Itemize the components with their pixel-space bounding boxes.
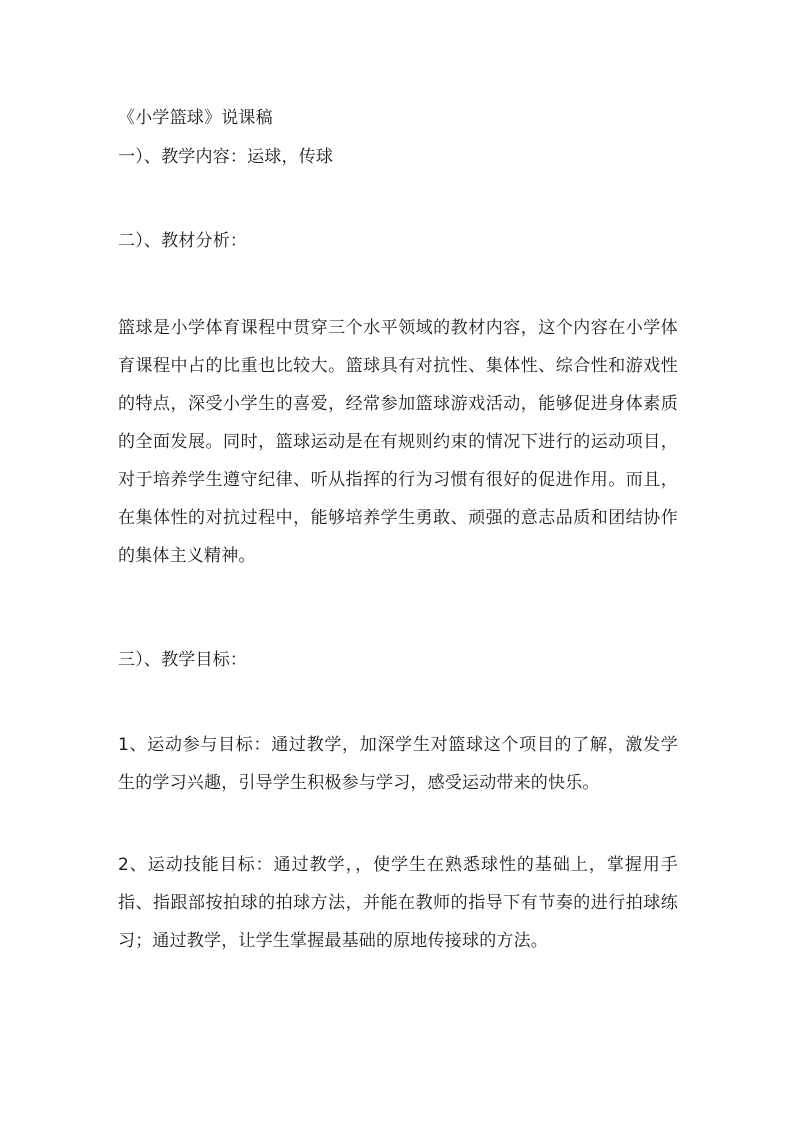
document-title: 《小学篮球》说课稿 xyxy=(118,108,273,128)
section-teaching-goals-heading: 三）、教学目标： xyxy=(118,650,248,670)
section-material-analysis-heading: 二）、教材分析： xyxy=(118,231,248,251)
goal-skill-paragraph: 2、运动技能目标：通过教学，，使学生在熟悉球性的基础上，掌握用手指、指跟部按拍球的拍球方法，并能在教师的指导下有节奏的进行拍球练习；通过教学，让学生掌握最基础的原地传接球的方法。 xyxy=(118,855,678,951)
section-teaching-content: 一）、教学内容：运球，传球 xyxy=(118,147,334,167)
goal-participation-paragraph: 1、运动参与目标：通过教学，加深学生对篮球这个项目的了解，激发学生的学习兴趣，引导学生积极参与学习，感受运动带来的快乐。 xyxy=(118,735,678,793)
material-analysis-paragraph: 篮球是小学体育课程中贯穿三个水平领域的教材内容，这个内容在小学体育课程中占的比重也比较大。篮球具有对抗性、集体性、综合性和游戏性的特点，深受小学生的喜爱，经常参加篮球游戏活动，能够促进身体素质的全面发展。同时，篮球运动是在有规则约束的情况下进行的运动项目，对于培养学生遵守纪律、听从指挥的行为习惯有很好的促进作用。而且，在集体性的对抗过程中，能够培养学生勇敢、顽强的意志品质和团结协作的集体主义精神。 xyxy=(118,318,678,566)
